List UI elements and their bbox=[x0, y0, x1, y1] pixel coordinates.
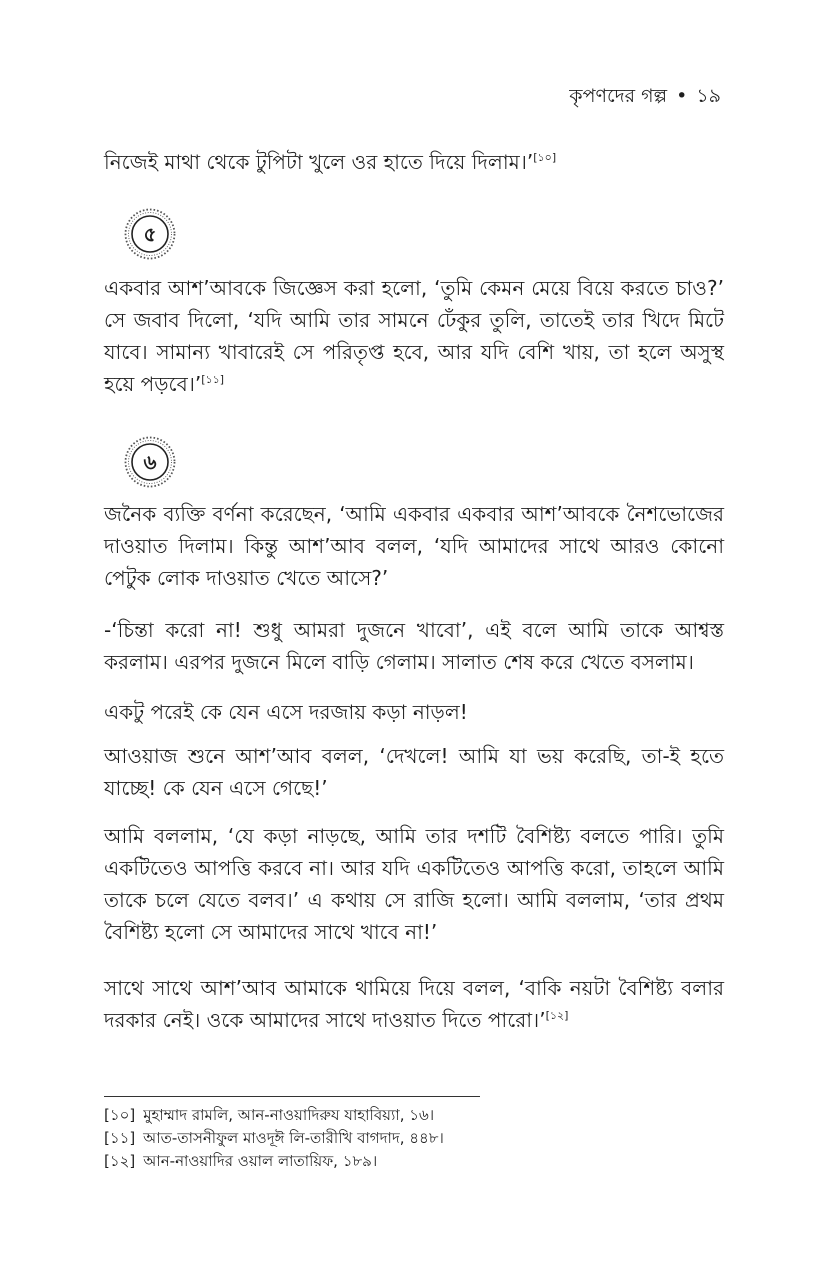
section-number: ৬ bbox=[143, 450, 157, 474]
footnote-item bbox=[104, 1127, 724, 1150]
footnote-marker: [১২] bbox=[104, 1152, 136, 1170]
footnote-ref-10[interactable]: [১০] bbox=[533, 151, 557, 164]
page-number: ১৯ bbox=[696, 85, 721, 107]
running-header bbox=[569, 84, 721, 108]
section-number-badge bbox=[124, 436, 176, 488]
footnote-ref-12[interactable]: [১২] bbox=[545, 1009, 569, 1022]
section-number-badge bbox=[124, 208, 176, 260]
paragraph-6: আমি বললাম, ‘যে কড়া নাড়ছে, আমি তার দশটি বৈশিষ্ট্য বলতে পারি। তুমি একটিতেও আপত্তি করবে না। আর যদি একটিতেও আপত্তি করো, তাহলে আমি তাকে চলে যেতে বলব।’ এ কথায় সে রাজি হলো। আমি বললাম, ‘তার প্রথম বৈশিষ্ট্য হলো সে আমাদের সাথে খাবে না!’ bbox=[104, 824, 724, 944]
paragraph-1: একবার আশ’আবকে জিজ্ঞেস করা হলো, ‘তুমি কেমন মেয়ে বিয়ে করতে চাও?’ সে জবাব দিলো, ‘যদি আমি তার সামনে ঢেঁকুর তুলি, তাতেই তার খিদে মিটে যাবে। সামান্য খাবারেই সে পরিতৃপ্ত হবে, আর যদি বেশি খায়, তা হলে অসুস্থ হয়ে পড়বে।’[১১] bbox=[104, 276, 724, 396]
footnote-text: আন-নাওয়াদির ওয়াল লাতায়িফ, ১৮৯। bbox=[143, 1152, 378, 1170]
paragraph-2: জনৈক ব্যক্তি বর্ণনা করেছেন, ‘আমি একবার একবার আশ’আবকে নৈশভোজের দাওয়াত দিলাম। কিন্তু আশ’আব বলল, ‘যদি আমাদের সাথে আরও কোনো পেটুক লোক দাওয়াত খেতে আসে?’ bbox=[104, 502, 724, 590]
footnote-text: আত-তাসনীফুল মাওদূঈ লি-তারীখি বাগদাদ, ৪৪৮। bbox=[143, 1129, 444, 1147]
footnote-marker: [১১] bbox=[104, 1129, 136, 1147]
footnote-item bbox=[104, 1150, 724, 1173]
paragraph-continuation: নিজেই মাথা থেকে টুপিটা খুলে ওর হাতে দিয়ে দিলাম।’[১০] bbox=[104, 150, 557, 174]
paragraph-4: একটু পরেই কে যেন এসে দরজায় কড়া নাড়ল! bbox=[104, 700, 468, 724]
footnote-text: মুহাম্মাদ রামলি, আন-নাওয়াদিরুয যাহাবিয়্যা, ১৬। bbox=[143, 1106, 435, 1124]
footnote-item bbox=[104, 1104, 724, 1127]
book-title: কৃপণদের গল্প bbox=[569, 85, 668, 107]
paragraph-5: আওয়াজ শুনে আশ’আব বলল, ‘দেখলে! আমি যা ভয় করেছি, তা-ই হতে যাচ্ছে! কে যেন এসে গেছে!’ bbox=[104, 744, 724, 800]
paragraph-3: -‘চিন্তা করো না! শুধু আমরা দুজনে খাবো’, এই বলে আমি তাকে আশ্বস্ত করলাম। এরপর দুজনে মিলে বাড়ি গেলাম। সালাত শেষ করে খেতে বসলাম। bbox=[104, 618, 724, 674]
footnote-divider bbox=[104, 1096, 480, 1097]
section-number: ৫ bbox=[143, 222, 157, 246]
footnote-marker: [১০] bbox=[104, 1106, 136, 1124]
footnotes-list bbox=[104, 1104, 724, 1173]
header-bullet: • bbox=[676, 85, 688, 107]
paragraph-7: সাথে সাথে আশ’আব আমাকে থামিয়ে দিয়ে বলল, ‘বাকি নয়টা বৈশিষ্ট্য বলার দরকার নেই। ওকে আমাদের সাথে দাওয়াত দিতে পারো।’[১২] bbox=[104, 976, 724, 1032]
footnote-ref-11[interactable]: [১১] bbox=[201, 373, 225, 386]
